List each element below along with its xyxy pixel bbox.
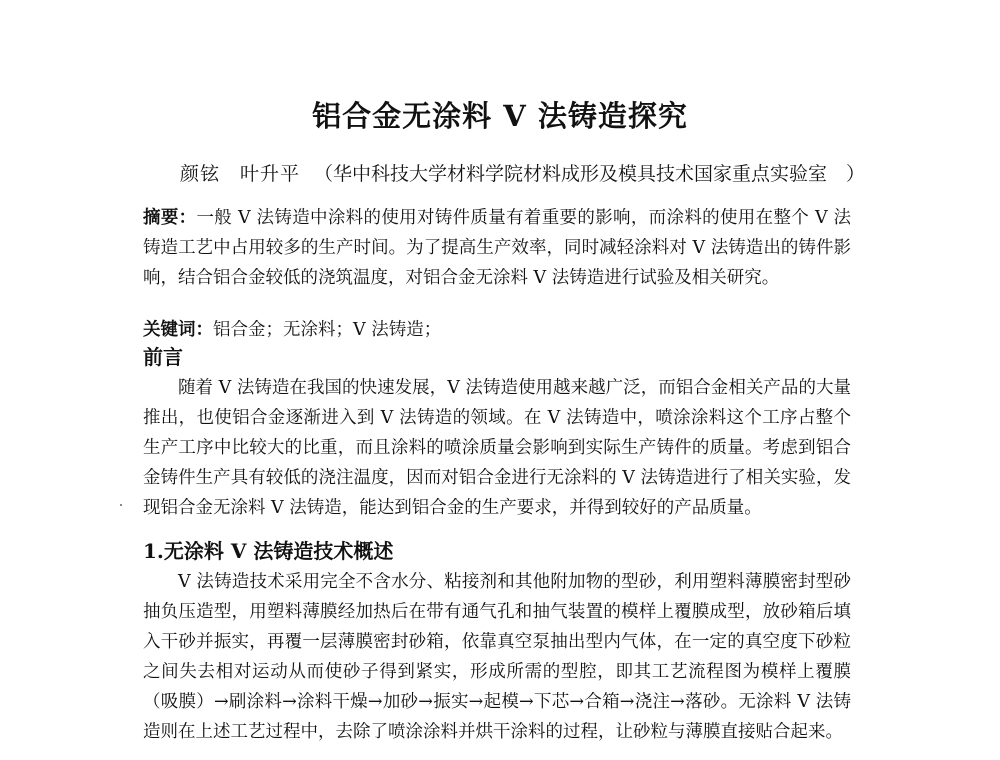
author-names: 颜铉 叶升平 xyxy=(180,163,301,185)
author-line xyxy=(180,160,865,188)
preface-paragraph xyxy=(143,373,851,523)
abstract-text: 一般 V 法铸造中涂料的使用对铸件质量有着重要的影响，而涂料的使用在整个 V 法铸造工艺中占用较多的生产时间。为了提高生产效率，同时减轻涂料对 V 法铸造出的铸件影响，结合铝合金较低的浇筑温度，对铝合金无涂料 V 法铸造进行试验及相关研究。 xyxy=(143,208,852,288)
section1-paragraph xyxy=(143,567,851,747)
keywords-text: 铝合金；无涂料；V 法铸造； xyxy=(213,320,442,340)
keywords-label: 关键词： xyxy=(143,320,213,340)
affiliation: （华中科技大学材料学院材料成形及模具技术国家重点实验室 ） xyxy=(314,163,866,185)
section-heading-preface: 前言 xyxy=(143,345,183,369)
keywords xyxy=(143,315,851,345)
preface-text: 随着 V 法铸造在我国的快速发展，V 法铸造使用越来越广泛，而铝合金相关产品的大量推出，也使铝合金逐渐进入到 V 法铸造的领域。在 V 法铸造中，喷涂涂料这个工序占整个生产工序中比较大的比重，而且涂料的喷涂质量会影响到实际生产铸件的质量。考虑到铝合金铸件生产具有较低的浇注温度，因而对铝合金进行无涂料的 V 法铸造进行了相关实验，发现铝合金无涂料 V 法铸造，能达到铝合金的生产要求，并得到较好的产品质量。 xyxy=(143,378,851,518)
scan-speck xyxy=(120,504,122,506)
paper-title: 铝合金无涂料 V 法铸造探究 xyxy=(312,99,688,133)
abstract-label: 摘要： xyxy=(143,208,197,228)
abstract xyxy=(143,203,851,293)
section-heading-1: 1.无涂料 V 法铸造技术概述 xyxy=(143,539,394,563)
section1-text: V 法铸造技术采用完全不含水分、粘接剂和其他附加物的型砂，利用塑料薄膜密封型砂抽负压造型，用塑料薄膜经加热后在带有通气孔和抽气装置的模样上覆膜成型，放砂箱后填入干砂并振实，再覆一层薄膜密封砂箱，依靠真空泵抽出型内气体，在一定的真空度下砂粒之间失去相对运动从而使砂子得到紧实，形成所需的型腔，即其工艺流程图为模样上覆膜（吸膜）→刷涂料→涂料干燥→加砂→振实→起模→下芯→合箱→浇注→落砂。无涂料 V 法铸造则在上述工艺过程中，去除了喷涂涂料并烘干涂料的过程，让砂粒与薄膜直接贴合起来。 xyxy=(143,572,851,742)
